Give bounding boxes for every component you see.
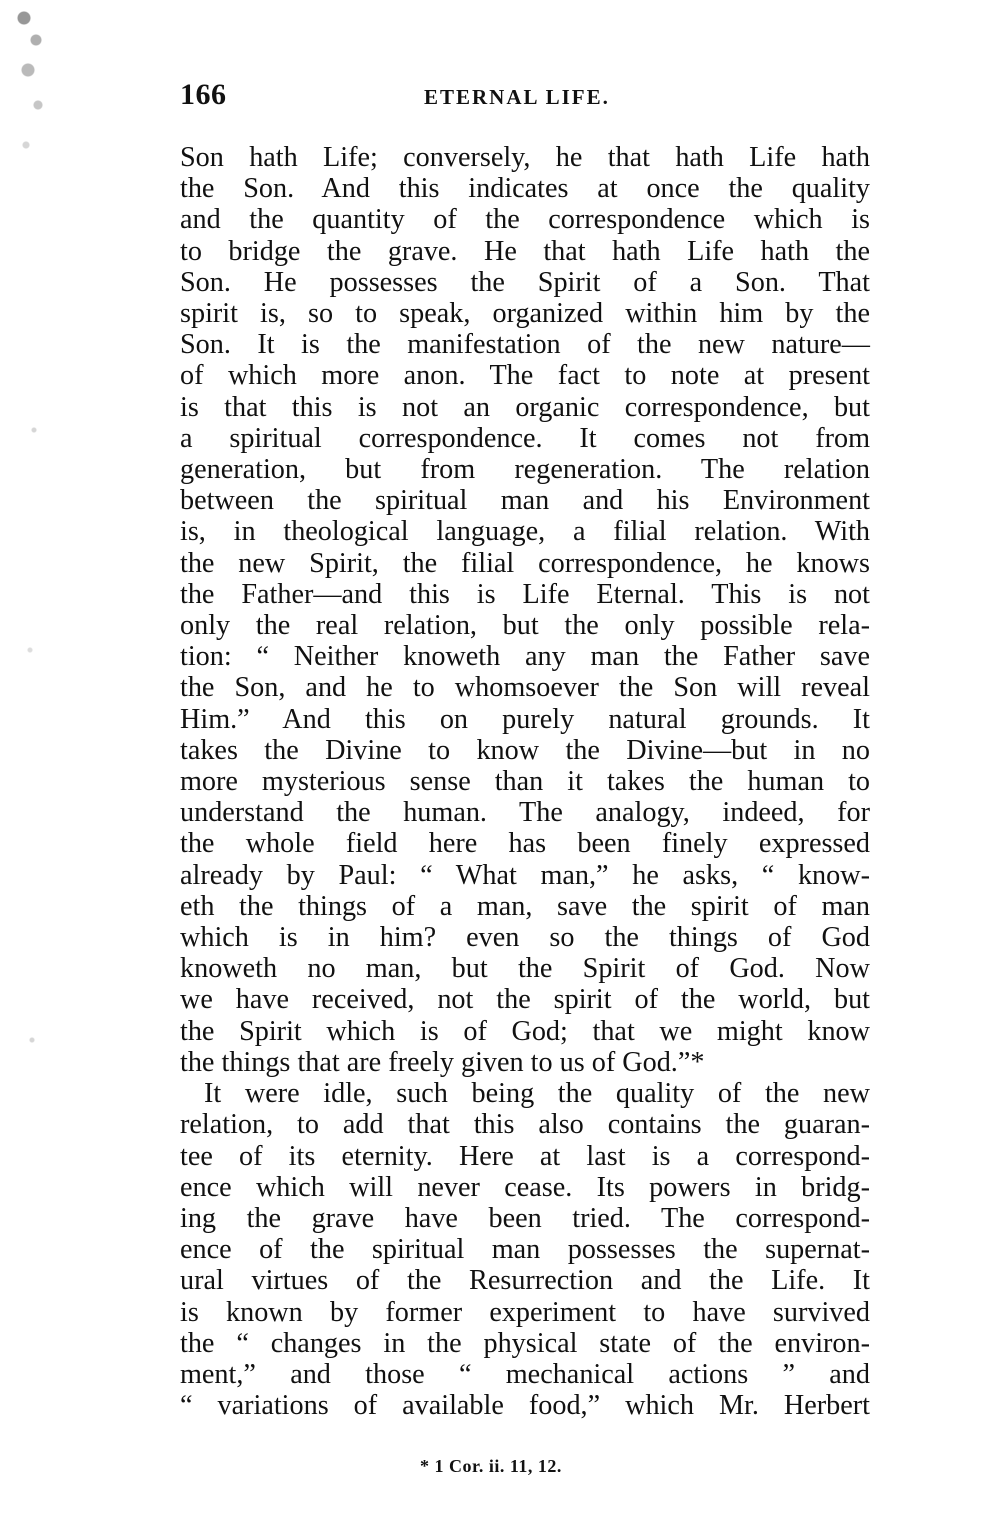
text-line: Son. It is the manifestation of the new nature— <box>180 329 870 361</box>
text-line: to bridge the grave. He that hath Life hath the <box>180 235 870 267</box>
text-line: eth the things of a man, save the spirit of man <box>180 890 870 922</box>
text-line: generation, but from regeneration. The relation <box>180 454 870 486</box>
text-line: Him.” And this on purely natural grounds. It <box>180 703 870 735</box>
text-line: a spiritual correspondence. It comes not from <box>180 422 870 454</box>
text-line: takes the Divine to know the Divine—but in no <box>180 734 870 766</box>
text-line: the whole field here has been finely expressed <box>180 828 870 860</box>
running-head <box>180 78 870 118</box>
text-line: the things that are freely given to us of God.”* <box>180 1046 705 1078</box>
scan-gutter-noise <box>14 0 50 1120</box>
text-line: “ variations of available food,” which Mr. Herbert <box>180 1390 870 1422</box>
text-line: ence of the spiritual man possesses the supernat- <box>180 1234 870 1266</box>
text-line: we have received, not the spirit of the world, but <box>180 984 870 1016</box>
text-line: between the spiritual man and his Environment <box>180 485 870 517</box>
text-line: ence which will never cease. Its powers in bridg- <box>180 1171 870 1203</box>
text-line: Son. He possesses the Spirit of a Son. That <box>180 266 870 298</box>
text-line: which is in him? even so the things of God <box>180 922 870 954</box>
text-line: the “ changes in the physical state of the environ- <box>180 1327 870 1359</box>
text-line: the Son. And this indicates at once the quality <box>180 173 870 205</box>
text-line: understand the human. The analogy, indeed, for <box>180 797 870 829</box>
text-line: tee of its eternity. Here at last is a correspond- <box>180 1140 870 1172</box>
text-line: and the quantity of the correspondence which is <box>180 204 870 236</box>
text-line: already by Paul: “ What man,” he asks, “ know- <box>180 859 870 891</box>
text-line: ing the grave have been tried. The correspond- <box>180 1202 870 1234</box>
text-line: the Son, and he to whomsoever the Son will reveal <box>180 672 870 704</box>
text-line: more mysterious sense than it takes the human to <box>180 766 870 798</box>
text-line: is, in theological language, a filial relation. With <box>180 516 870 548</box>
text-line: the new Spirit, the filial correspondence, he knows <box>180 547 870 579</box>
text-line: ment,” and those “ mechanical actions ” and <box>180 1358 870 1390</box>
text-line: spirit is, so to speak, organized within him by the <box>180 298 870 330</box>
text-line: of which more anon. The fact to note at present <box>180 360 870 392</box>
text-line: relation, to add that this also contains the guaran- <box>180 1109 870 1141</box>
text-line: tion: “ Neither knoweth any man the Father save <box>180 641 870 673</box>
text-line: the Spirit which is of God; that we might know <box>180 1015 870 1047</box>
page-number: 166 <box>180 78 227 111</box>
body-text <box>180 142 870 1421</box>
text-line: is known by former experiment to have survived <box>180 1296 870 1328</box>
text-line: It were idle, such being the quality of the new <box>204 1078 870 1110</box>
text-line: only the real relation, but the only possible rela- <box>180 610 870 642</box>
text-line: the Father—and this is Life Eternal. This is not <box>180 578 870 610</box>
text-line: ural virtues of the Resurrection and the Life. It <box>180 1265 870 1297</box>
text-line: is that this is not an organic correspondence, but <box>180 391 870 423</box>
footnote: * 1 Cor. ii. 11, 12. <box>420 1456 562 1476</box>
running-title: ETERNAL LIFE. <box>424 85 610 109</box>
text-line: Son hath Life; conversely, he that hath Life hath <box>180 142 870 173</box>
text-line: knoweth no man, but the Spirit of God. Now <box>180 953 870 985</box>
